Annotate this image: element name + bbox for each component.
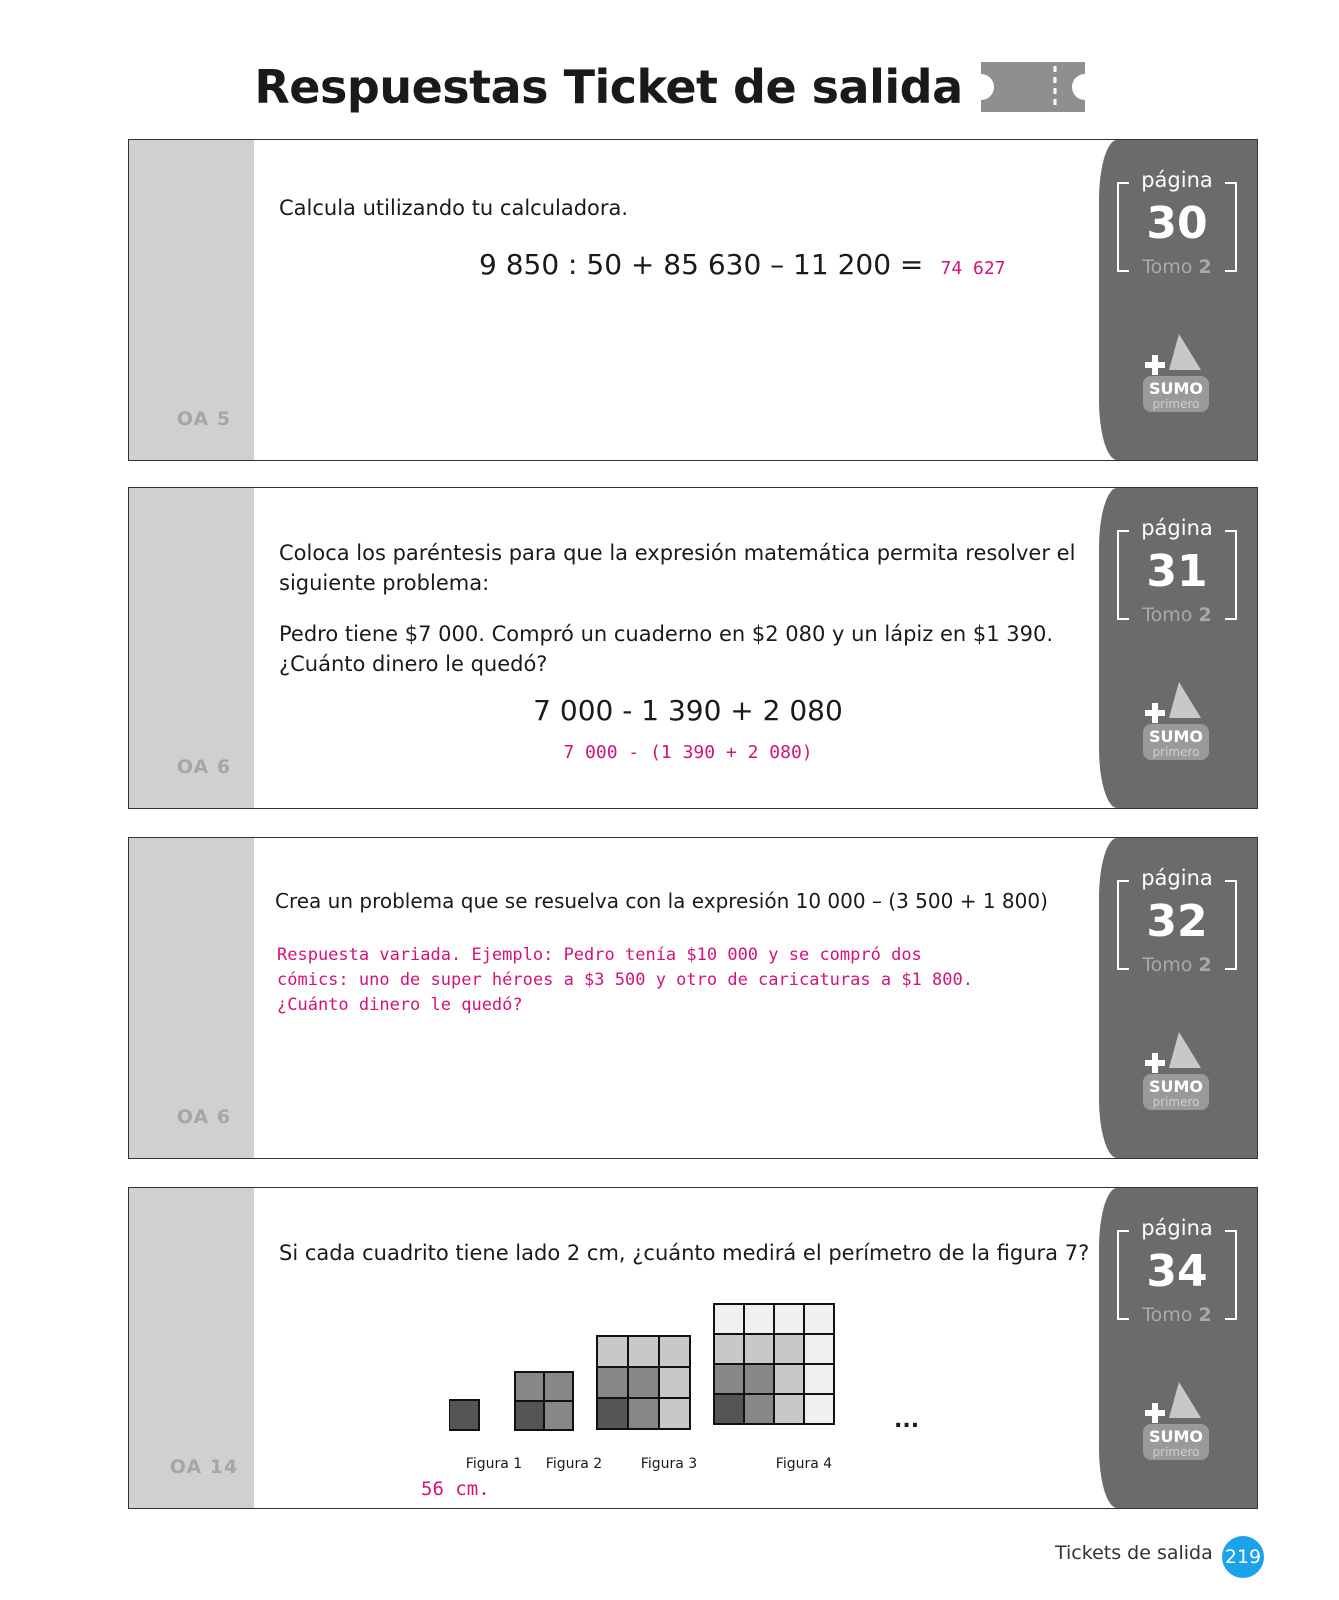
page-label: página xyxy=(1141,168,1213,192)
ticket-card-4 xyxy=(128,1187,1258,1509)
tomo-label: Tomo 2 xyxy=(1142,256,1212,278)
oa-label: OA 6 xyxy=(176,756,232,778)
figure-caption-3: Figura 3 xyxy=(640,1456,698,1472)
sumo-primero-logo-icon xyxy=(1139,1028,1213,1114)
page-label: página xyxy=(1141,866,1213,890)
footer-section-label: Tickets de salida xyxy=(1055,1542,1213,1564)
tomo-label: Tomo 2 xyxy=(1142,1304,1212,1326)
page-number: 32 xyxy=(1146,896,1208,947)
page-reference xyxy=(1117,516,1237,626)
svg-text:SUMO: SUMO xyxy=(1148,727,1204,746)
figure-caption-1: Figura 1 xyxy=(465,1456,523,1472)
svg-text:SUMO: SUMO xyxy=(1148,1427,1204,1446)
sumo-primero-logo-icon xyxy=(1139,1378,1213,1464)
question-text: Si cada cuadrito tiene lado 2 cm, ¿cuánto medirá el perímetro de la figura 7? xyxy=(279,1241,1090,1265)
expression: 9 850 : 50 + 85 630 – 11 200 = xyxy=(479,248,924,281)
page-number: 30 xyxy=(1146,198,1208,249)
sumo-primero-logo-icon xyxy=(1139,330,1213,416)
page-title-row xyxy=(0,60,1339,114)
ellipsis: ... xyxy=(894,1408,920,1433)
oa-label: OA 5 xyxy=(176,408,232,430)
svg-text:primero: primero xyxy=(1152,1095,1200,1109)
right-strip xyxy=(1099,838,1257,1158)
svg-text:SUMO: SUMO xyxy=(1148,1077,1204,1096)
figure-4 xyxy=(714,1304,834,1424)
expression: 7 000 - 1 390 + 2 080 xyxy=(533,694,843,727)
answer-text: Respuesta variada. Ejemplo: Pedro tenía $10 000 y se compró dos cómics: uno de super héroes a $3 500 y otro de caricaturas a $1 800. ¿Cuánto dinero le quedó? xyxy=(277,945,973,1015)
right-strip xyxy=(1099,488,1257,808)
svg-text:primero: primero xyxy=(1152,397,1200,411)
sumo-primero-logo-icon xyxy=(1139,678,1213,764)
right-strip xyxy=(1099,140,1257,460)
svg-text:primero: primero xyxy=(1152,1445,1200,1459)
page-label: página xyxy=(1141,1216,1213,1240)
card-content xyxy=(275,838,1097,1158)
ticket-card-2 xyxy=(128,487,1258,809)
answer-text: 56 cm. xyxy=(421,1478,490,1500)
question-text: Crea un problema que se resuelva con la expresión 10 000 – (3 500 + 1 800) xyxy=(275,889,1048,913)
svg-text:primero: primero xyxy=(1152,745,1200,759)
card-content xyxy=(279,488,1097,808)
figures-sequence xyxy=(449,1298,869,1443)
question-text: Coloca los paréntesis para que la expresión matemática permita resolver el siguiente problema: xyxy=(279,541,1076,595)
page-reference xyxy=(1117,1216,1237,1326)
ticket-icon xyxy=(981,62,1085,112)
answer-text: 74 627 xyxy=(940,258,1006,279)
problem-text: Pedro tiene $7 000. Compró un cuaderno en $2 080 y un lápiz en $1 390. ¿Cuánto dinero le quedó? xyxy=(279,622,1054,676)
page-number-badge: 219 xyxy=(1222,1536,1264,1578)
oa-label: OA 6 xyxy=(176,1106,232,1128)
card-content xyxy=(279,140,1097,460)
page-number: 31 xyxy=(1146,546,1208,597)
page-title: Respuestas Ticket de salida xyxy=(254,60,963,114)
figure-caption-4: Figura 4 xyxy=(775,1456,833,1472)
tomo-label: Tomo 2 xyxy=(1142,604,1212,626)
figure-3 xyxy=(597,1336,690,1429)
tomo-label: Tomo 2 xyxy=(1142,954,1212,976)
figure-2 xyxy=(515,1372,573,1430)
oa-label: OA 14 xyxy=(169,1456,239,1478)
answer-text: 7 000 - (1 390 + 2 080) xyxy=(563,742,813,763)
figure-1 xyxy=(449,1400,479,1430)
svg-text:SUMO: SUMO xyxy=(1148,379,1204,398)
ticket-card-3 xyxy=(128,837,1258,1159)
page-label: página xyxy=(1141,516,1213,540)
card-content xyxy=(279,1188,1097,1508)
question-text: Calcula utilizando tu calculadora. xyxy=(279,196,629,220)
figure-caption-2: Figura 2 xyxy=(545,1456,603,1472)
page-reference xyxy=(1117,866,1237,976)
ticket-card-1 xyxy=(128,139,1258,461)
page-reference xyxy=(1117,168,1237,278)
page-number: 34 xyxy=(1146,1246,1208,1297)
expression-row xyxy=(479,248,1006,281)
right-strip xyxy=(1099,1188,1257,1508)
